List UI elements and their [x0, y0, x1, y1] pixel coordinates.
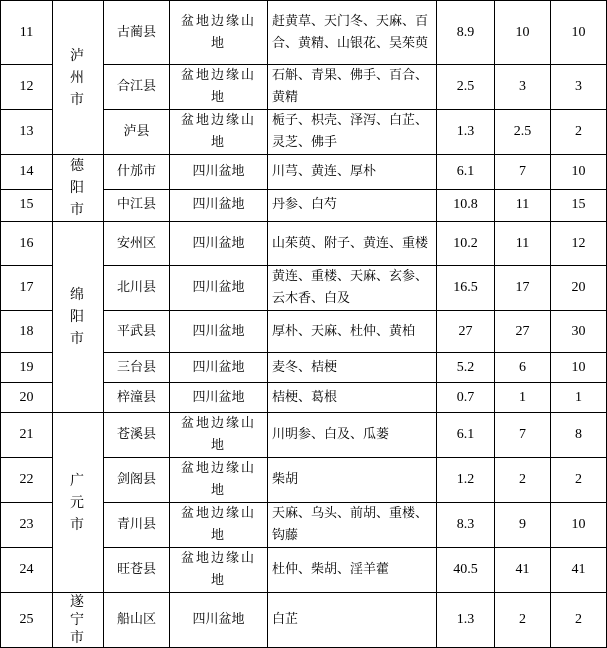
county-cell: 合江县: [104, 65, 170, 110]
herbs-cell: 黄连、重楼、天麻、玄参、云木香、白及: [268, 266, 437, 311]
county-cell: 什邡市: [104, 155, 170, 190]
row-number: 19: [1, 353, 53, 383]
herbs-cell: 白芷: [268, 593, 437, 648]
value-cell: 11: [495, 222, 551, 266]
table-row: [1, 222, 607, 266]
value-cell: 3: [495, 65, 551, 110]
value-cell: 27: [437, 311, 495, 353]
value-cell: 8.9: [437, 1, 495, 65]
value-cell: 30: [551, 311, 607, 353]
value-cell: 2: [551, 110, 607, 155]
value-cell: 20: [551, 266, 607, 311]
county-cell: 梓潼县: [104, 383, 170, 413]
value-cell: 2: [551, 458, 607, 503]
value-cell: 7: [495, 155, 551, 190]
value-cell: 10: [551, 503, 607, 548]
row-number: 25: [1, 593, 53, 648]
row-number: 15: [1, 189, 53, 221]
row-number: 24: [1, 548, 53, 593]
value-cell: 10.8: [437, 189, 495, 221]
herbs-cell: 石斛、青果、佛手、百合、黄精: [268, 65, 437, 110]
value-cell: 8.3: [437, 503, 495, 548]
table-row: [1, 1, 607, 65]
row-number: 16: [1, 222, 53, 266]
city-name: 德阳市: [70, 158, 86, 218]
city-cell: [53, 155, 104, 222]
row-number: 11: [1, 1, 53, 65]
herbs-cell: 赶黄草、天门冬、天麻、百合、黄精、山银花、吴茱萸: [268, 1, 437, 65]
value-cell: 12: [551, 222, 607, 266]
row-number: 12: [1, 65, 53, 110]
city-name: 绵阳市: [70, 287, 86, 347]
value-cell: 10: [551, 155, 607, 190]
herbs-cell: 麦冬、桔梗: [268, 353, 437, 383]
topography-cell: 四川盆地: [170, 593, 268, 648]
value-cell: 16.5: [437, 266, 495, 311]
value-cell: 2.5: [495, 110, 551, 155]
table-row: [1, 155, 607, 190]
topography-cell: 盆地边缘山地: [170, 458, 268, 503]
county-cell: 剑阁县: [104, 458, 170, 503]
county-cell: 平武县: [104, 311, 170, 353]
county-cell: 船山区: [104, 593, 170, 648]
value-cell: 10: [551, 353, 607, 383]
topography-cell: 盆地边缘山地: [170, 548, 268, 593]
topography-cell: 四川盆地: [170, 383, 268, 413]
value-cell: 1: [551, 383, 607, 413]
row-number: 18: [1, 311, 53, 353]
city-name: 遂宁市: [70, 594, 86, 646]
value-cell: 1.3: [437, 593, 495, 648]
city-cell: [53, 593, 104, 648]
value-cell: 6: [495, 353, 551, 383]
value-cell: 6.1: [437, 413, 495, 458]
topography-cell: 盆地边缘山地: [170, 503, 268, 548]
county-cell: 泸县: [104, 110, 170, 155]
row-number: 14: [1, 155, 53, 190]
herbs-cell: 杜仲、柴胡、淫羊藿: [268, 548, 437, 593]
city-cell: [53, 222, 104, 413]
value-cell: 0.7: [437, 383, 495, 413]
topography-cell: 四川盆地: [170, 155, 268, 190]
row-number: 21: [1, 413, 53, 458]
value-cell: 40.5: [437, 548, 495, 593]
city-name: 广元市: [70, 472, 86, 533]
topography-cell: 盆地边缘山地: [170, 110, 268, 155]
value-cell: 10: [551, 1, 607, 65]
topography-cell: 四川盆地: [170, 189, 268, 221]
row-number: 22: [1, 458, 53, 503]
topography-cell: 盆地边缘山地: [170, 65, 268, 110]
table-row: [1, 593, 607, 648]
county-cell: 北川县: [104, 266, 170, 311]
county-cell: 苍溪县: [104, 413, 170, 458]
value-cell: 2: [551, 593, 607, 648]
county-cell: 安州区: [104, 222, 170, 266]
herbs-cell: 川明参、白及、瓜蒌: [268, 413, 437, 458]
herbs-cell: 山茱萸、附子、黄连、重楼: [268, 222, 437, 266]
value-cell: 15: [551, 189, 607, 221]
city-name: 泸州市: [70, 47, 86, 108]
row-number: 17: [1, 266, 53, 311]
value-cell: 41: [495, 548, 551, 593]
topography-cell: 盆地边缘山地: [170, 1, 268, 65]
city-cell: [53, 413, 104, 593]
value-cell: 9: [495, 503, 551, 548]
value-cell: 27: [495, 311, 551, 353]
city-cell: [53, 1, 104, 155]
value-cell: 2.5: [437, 65, 495, 110]
herbs-cell: 丹参、白芍: [268, 189, 437, 221]
county-cell: 中江县: [104, 189, 170, 221]
topography-cell: 四川盆地: [170, 266, 268, 311]
herbs-cell: 桔梗、葛根: [268, 383, 437, 413]
value-cell: 10.2: [437, 222, 495, 266]
herbs-cell: 天麻、乌头、前胡、重楼、钩藤: [268, 503, 437, 548]
value-cell: 41: [551, 548, 607, 593]
value-cell: 8: [551, 413, 607, 458]
value-cell: 17: [495, 266, 551, 311]
value-cell: 2: [495, 458, 551, 503]
value-cell: 1.2: [437, 458, 495, 503]
row-number: 13: [1, 110, 53, 155]
row-number: 20: [1, 383, 53, 413]
herbs-cell: 川芎、黄连、厚朴: [268, 155, 437, 190]
county-cell: 青川县: [104, 503, 170, 548]
topography-cell: 盆地边缘山地: [170, 413, 268, 458]
county-cell: 古蔺县: [104, 1, 170, 65]
value-cell: 7: [495, 413, 551, 458]
value-cell: 11: [495, 189, 551, 221]
herbs-cell: 栀子、枳壳、泽泻、白芷、灵芝、佛手: [268, 110, 437, 155]
value-cell: 1: [495, 383, 551, 413]
herbs-cell: 柴胡: [268, 458, 437, 503]
table-row: [1, 413, 607, 458]
topography-cell: 四川盆地: [170, 353, 268, 383]
topography-cell: 四川盆地: [170, 311, 268, 353]
topography-cell: 四川盆地: [170, 222, 268, 266]
value-cell: 10: [495, 1, 551, 65]
herbs-cell: 厚朴、天麻、杜仲、黄柏: [268, 311, 437, 353]
county-cell: 三台县: [104, 353, 170, 383]
value-cell: 3: [551, 65, 607, 110]
row-number: 23: [1, 503, 53, 548]
value-cell: 1.3: [437, 110, 495, 155]
county-cell: 旺苍县: [104, 548, 170, 593]
value-cell: 2: [495, 593, 551, 648]
value-cell: 6.1: [437, 155, 495, 190]
value-cell: 5.2: [437, 353, 495, 383]
